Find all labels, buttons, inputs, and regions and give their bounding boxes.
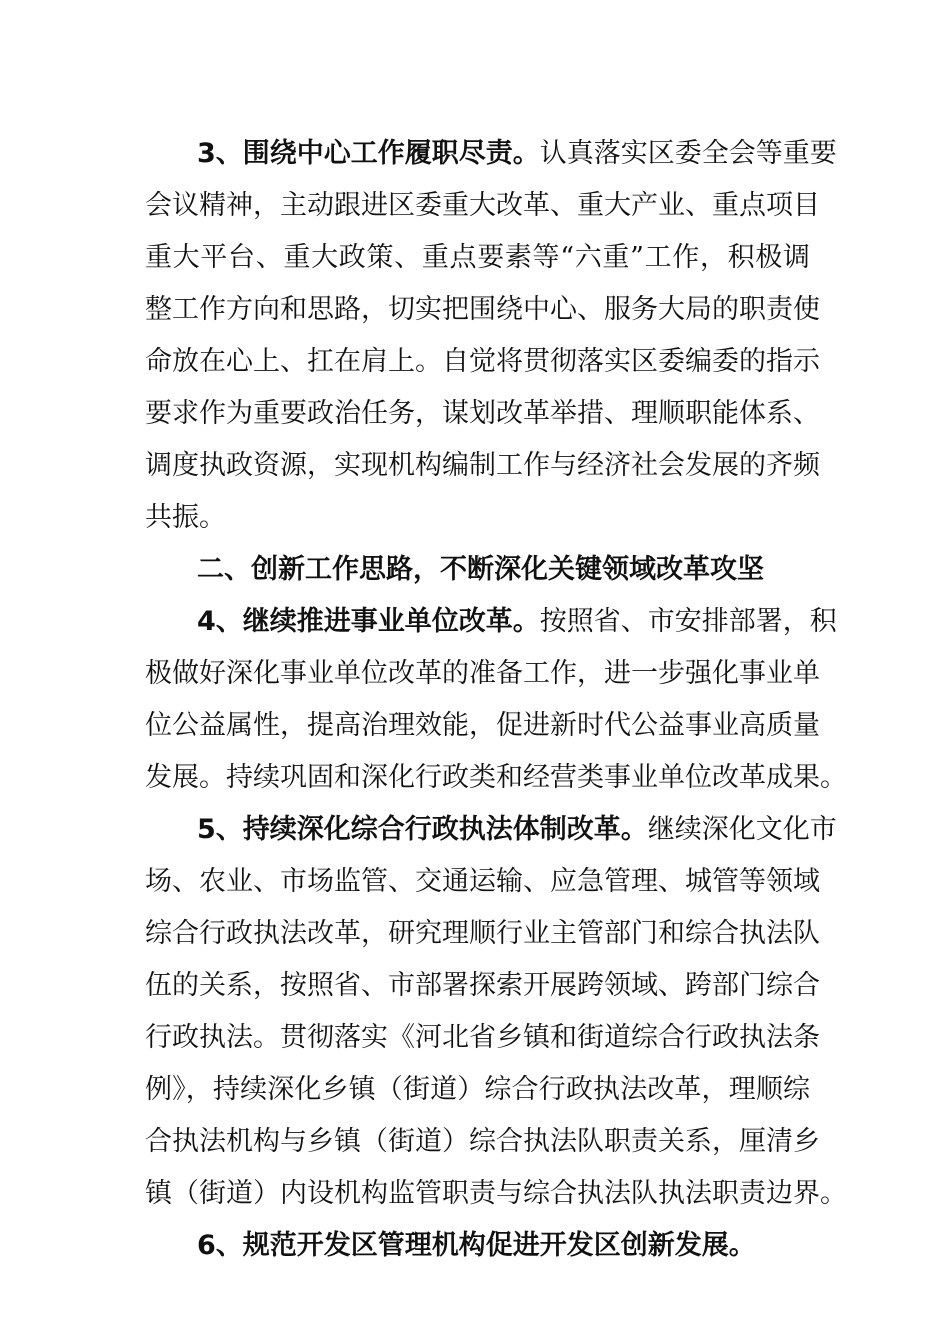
paragraph-line: 4、继续推进事业单位改革。按照省、市安排部署，积 — [197, 606, 837, 637]
paragraph-line: 行政执法。贯彻落实《河北省乡镇和街道综合行政执法条 — [145, 1022, 820, 1053]
paragraph-line: 5、持续深化综合行政执法体制改革。继续深化文化市 — [197, 814, 837, 845]
item-title: 6、规范开发区管理机构促进开发区创新发展。 — [197, 1230, 756, 1261]
section-heading: 二、创新工作思路，不断深化关键领域改革攻坚 — [197, 554, 764, 585]
paragraph-line: 3、围绕中心工作履职尽责。认真落实区委全会等重要 — [197, 138, 837, 169]
paragraph-line: 整工作方向和思路，切实把围绕中心、服务大局的职责使 — [145, 294, 820, 325]
paragraph-line: 极做好深化事业单位改革的准备工作，进一步强化事业单 — [145, 658, 820, 689]
paragraph-line — [197, 1220, 810, 1272]
paragraph-line: 共振。 — [145, 502, 226, 533]
item-title: 4、继续推进事业单位改革。 — [197, 606, 540, 637]
paragraph-line: 命放在心上、扛在肩上。自觉将贯彻落实区委编委的指示 — [145, 346, 820, 377]
paragraph-line: 例》，持续深化乡镇（街道）综合行政执法改革，理顺综 — [145, 1074, 810, 1105]
paragraph-line: 重大平台、重大政策、重点要素等“六重”工作，积极调 — [145, 242, 810, 273]
paragraph-line: 调度执政资源，实现机构编制工作与经济社会发展的齐频 — [145, 450, 820, 481]
item-title: 3、围绕中心工作履职尽责。 — [197, 138, 540, 169]
paragraph-line: 要求作为重要政治任务，谋划改革举措、理顺职能体系、 — [145, 398, 820, 429]
paragraph-line: 伍的关系，按照省、市部署探索开展跨领域、跨部门综合 — [145, 970, 820, 1001]
paragraph-line: 会议精神，主动跟进区委重大改革、重大产业、重点项目 — [145, 190, 820, 221]
paragraph-line: 发展。持续巩固和深化行政类和经营类事业单位改革成果。 — [145, 762, 847, 793]
paragraph-line: 镇（街道）内设机构监管职责与综合执法队执法职责边界。 — [145, 1178, 847, 1209]
paragraph-line: 合执法机构与乡镇（街道）综合执法队职责关系，厘清乡 — [145, 1126, 820, 1157]
item-title: 5、持续深化综合行政执法体制改革。 — [197, 814, 648, 845]
paragraph-line: 位公益属性，提高治理效能，促进新时代公益事业高质量 — [145, 710, 820, 741]
paragraph-line: 场、农业、市场监管、交通运输、应急管理、城管等领域 — [145, 866, 820, 897]
paragraph-line: 综合行政执法改革，研究理顺行业主管部门和综合执法队 — [145, 918, 820, 949]
